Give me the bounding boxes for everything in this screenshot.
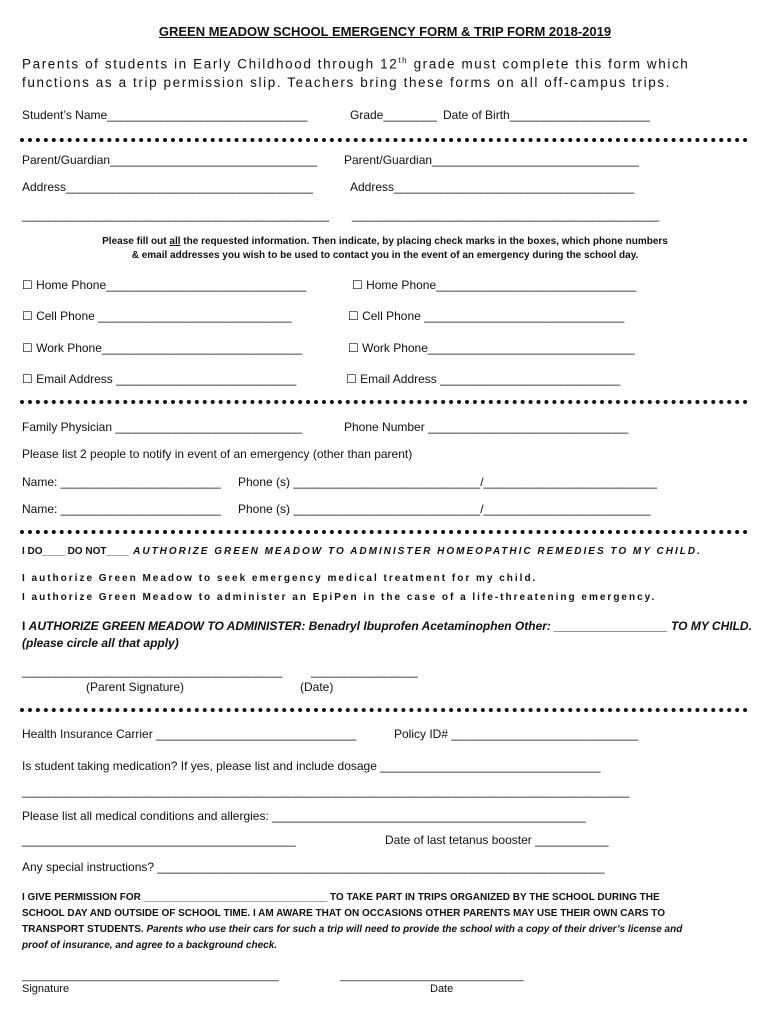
home-phone-1-checkbox[interactable]: ☐ Home Phone______________________________ [22,278,307,292]
instructions-text-a: Please fill out [102,236,170,247]
parent-signature-line[interactable]: _______________________________________ [22,664,283,678]
instructions-line-2: & email addresses you wish to be used to contact you in the event of an emergency during the school day. [131,250,639,261]
permission-line-2: SCHOOL DAY AND OUTSIDE OF SCHOOL TIME. I AM AWARE THAT ON OCCASIONS OTHER PARENTS MAY USE THEIR OWN CARS TO [22,908,666,919]
permission-line-3-a: TRANSPORT STUDENTS. [22,924,147,935]
date-label: (Date) [300,680,334,694]
homeopathic-statement: AUTHORIZE GREEN MEADOW TO ADMINISTER HOMEOPATHIC REMEDIES TO MY CHILD. [128,546,702,557]
address-1-field[interactable]: Address_____________________________________ [22,180,313,194]
form-title [0,24,770,39]
final-signature-label: Signature [22,983,70,995]
form-title-text: GREEN MEADOW SCHOOL EMERGENCY FORM & TRIP FORM 2018-2019 [158,24,612,39]
insurance-carrier-field[interactable]: Health Insurance Carrier ______________________________ [22,727,357,741]
date-of-birth-field[interactable]: Date of Birth_____________________ [443,108,650,122]
instructions-text-b: the requested information. Then indicate, by placing check marks in the boxes, which phone numbers [180,236,668,247]
medication-authorization-i: I [22,619,29,633]
intro-line-2: functions as a trip permission slip. Teachers bring these forms on all off-campus trips. [22,75,672,90]
medication-authorization[interactable] [22,619,752,633]
parent-guardian-2-field[interactable]: Parent/Guardian_______________________________ [344,153,639,167]
address-1-line-2[interactable]: ______________________________________________ [22,208,329,222]
address-2-line-2[interactable]: ______________________________________________ [352,208,659,222]
physician-phone-field[interactable]: Phone Number ______________________________ [344,420,629,434]
instructions-line-1 [0,236,770,247]
email-2-checkbox[interactable]: ☐ Email Address ___________________________ [346,372,621,386]
home-phone-2-checkbox[interactable]: ☐ Home Phone______________________________ [352,278,637,292]
homeopathic-do-do-not[interactable]: I DO____ DO NOT____ [22,546,129,557]
homeopathic-authorization[interactable] [22,546,702,557]
intro-superscript: th [398,56,409,65]
medication-question[interactable]: Is student taking medication? If yes, please list and include dosage _________________________________ [22,759,601,773]
email-1-checkbox[interactable]: ☐ Email Address ___________________________ [22,372,297,386]
parent-guardian-1-field[interactable]: Parent/Guardian_______________________________ [22,153,317,167]
student-name-field[interactable]: Student’s Name______________________________ [22,108,308,122]
final-date-line[interactable]: ______________________________ [340,970,524,982]
dotted-separator [20,708,748,712]
tetanus-booster-field[interactable]: Date of last tetanus booster ___________ [385,833,609,847]
emergency-contact-2-phone[interactable]: Phone (s) ____________________________/_________________________ [238,502,651,516]
family-physician-field[interactable]: Family Physician ____________________________ [22,420,303,434]
intro-text-b: grade must complete this form which [408,56,690,72]
dotted-separator [20,400,748,404]
permission-line-3-b: Parents who use their cars for such a trip will need to provide the school with a copy of their driver’s license and [146,924,683,935]
emergency-contact-2-name[interactable]: Name: ________________________ [22,502,221,516]
dotted-separator [20,138,748,142]
epipen-authorization: I authorize Green Meadow to administer an EpiPen in the case of a life-threatening emergency. [22,592,657,603]
dotted-separator [20,530,748,534]
emergency-contacts-prompt: Please list 2 people to notify in event of an emergency (other than parent) [22,447,413,461]
intro-line-1 [22,56,689,72]
permission-line-4: proof of insurance, and agree to a background check. [22,940,278,951]
signature-date-line[interactable]: ________________ [311,664,418,678]
final-signature-line[interactable]: __________________________________________ [22,970,279,982]
permission-line-3 [22,924,682,935]
grade-field[interactable]: Grade________ [350,108,437,122]
medication-line-2[interactable]: ___________________________________________________________________________________________ [22,784,630,798]
parent-signature-label: (Parent Signature) [86,680,185,694]
special-instructions-field[interactable]: Any special instructions? ___________________________________________________________________ [22,860,605,874]
instructions-emphasis: all [169,236,181,247]
address-2-field[interactable]: Address____________________________________ [350,180,635,194]
policy-id-field[interactable]: Policy ID# ____________________________ [394,727,639,741]
work-phone-2-checkbox[interactable]: ☐ Work Phone_______________________________ [348,341,635,355]
medication-authorization-text[interactable]: AUTHORIZE GREEN MEADOW TO ADMINISTER: Benadryl Ibuprofen Acetaminophen Other: _________________ TO MY CHILD. [28,619,752,633]
emergency-treatment-authorization: I authorize Green Meadow to seek emergency medical treatment for my child. [22,573,538,584]
permission-line-1[interactable]: I GIVE PERMISSION FOR _________________________________ TO TAKE PART IN TRIPS ORGANIZED BY THE SCHOOL DURING THE [22,892,660,903]
work-phone-1-checkbox[interactable]: ☐ Work Phone______________________________ [22,341,303,355]
final-date-label: Date [430,983,454,995]
cell-phone-1-checkbox[interactable]: ☐ Cell Phone _____________________________ [22,309,292,323]
medical-conditions-field[interactable]: Please list all medical conditions and allergies: _______________________________________________ [22,809,586,823]
emergency-contact-1-name[interactable]: Name: ________________________ [22,475,221,489]
cell-phone-2-checkbox[interactable]: ☐ Cell Phone ______________________________ [348,309,625,323]
circle-instruction: (please circle all that apply) [22,636,179,650]
intro-text-a: Parents of students in Early Childhood through 12 [22,56,399,72]
medical-conditions-line-2[interactable]: _________________________________________ [22,833,296,847]
emergency-contact-1-phone[interactable]: Phone (s) ____________________________/__________________________ [238,475,658,489]
